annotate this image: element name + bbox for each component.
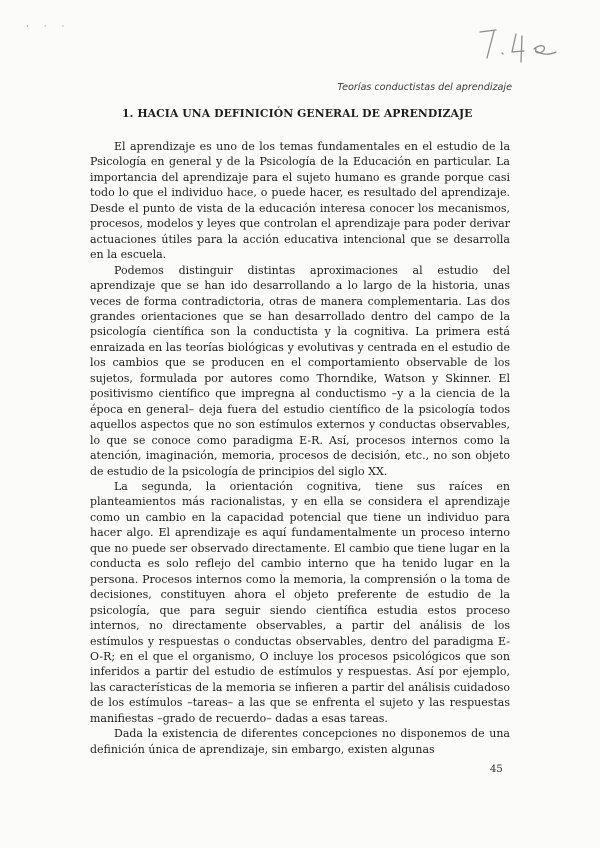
section-title: 1. HACIA UNA DEFINICIÓN GENERAL DE APRENDIZAJE: [122, 107, 473, 120]
paragraph-1: El aprendizaje es uno de los temas fundamentales en el estudio de la Psicología en general y de la Psicología de la Educación en particular. La importancia del aprendizaje para el sujeto humano es grande porque casi todo lo que el individuo hace, o puede hacer, es resultado del aprendizaje. Desde el punto de vista de la educación interesa conocer los mecanismos, procesos, modelos y leyes que controlan el aprendizaje para poder derivar actuaciones útiles para la acción educativa intencional que se desarrolla en la escuela.: [90, 140, 510, 262]
paragraph-3: La segunda, la orientación cognitiva, tiene sus raíces en planteamientos más racionalistas, y en ella se considera el aprendizaje como un cambio en la capacidad potencial que tiene un individuo para hacer algo. El aprendizaje es aquí fundamentalmente un proceso interno que no puede ser observado directamente. El cambio que tiene lugar en la conducta es solo reflejo del cambio interno que ha tenido lugar en la persona. Procesos internos como la memoria, la comprensión o la toma de decisiones, constituyen ahora el objeto preferente de estudio de la psicología, que para seguir siendo científica estudia estos proceso internos, no directamente observables, a partir del análisis de los estímulos y respuestas o conductas observables, dentro del paradigma E-O-R; en el que el organismo, O incluye los procesos psicológicos que son inferidos a partir del estudio de estímulos y respuestas. Así por ejemplo, las características de la memoria se infieren a partir del análisis cuidadoso de los estímulos –tareas– a las que se enfrenta el sujeto y las respuestas manifiestas –grado de recuerdo– dadas a esas tareas.: [90, 479, 510, 725]
handwritten-note: [478, 24, 570, 66]
paragraph-2: Podemos distinguir distintas aproximaciones al estudio del aprendizaje que se han ido desarrollando a lo largo de la historia, unas veces de forma contradictoria, otras de manera complementaria. Las dos grandes orientaciones que se han desarrollado dentro del campo de la psicología científica son la conductista y la cognitiva. La primera está enraizada en las teorías biológicas y evolutivas y centrada en el estudio de los cambios que se producen en el comportamiento observable de los sujetos, formulada por autores como Thorndike, Watson y Skinner. El positivismo científico que impregna al conductismo –y a la ciencia de la época en general– deja fuera del estudio científico de la psicología todos aquellos aspectos que no son estímulos externos y conductas observables, lo que se conoce como paradigma E-R. Así, procesos internos como la atención, imaginación, memoria, procesos de decisión, etc., no son objeto de estudio de la psicología de principios del siglo XX.: [90, 263, 510, 478]
paragraph-4: Dada la existencia de diferentes concepciones no disponemos de una definición única de aprendizaje, sin embargo, existen algunas: [90, 727, 510, 756]
running-header: Teorías conductistas del aprendizaje: [337, 82, 512, 93]
scan-specks: · · ·: [26, 22, 71, 32]
body-text: [90, 139, 510, 757]
page-number: 45: [490, 764, 503, 775]
